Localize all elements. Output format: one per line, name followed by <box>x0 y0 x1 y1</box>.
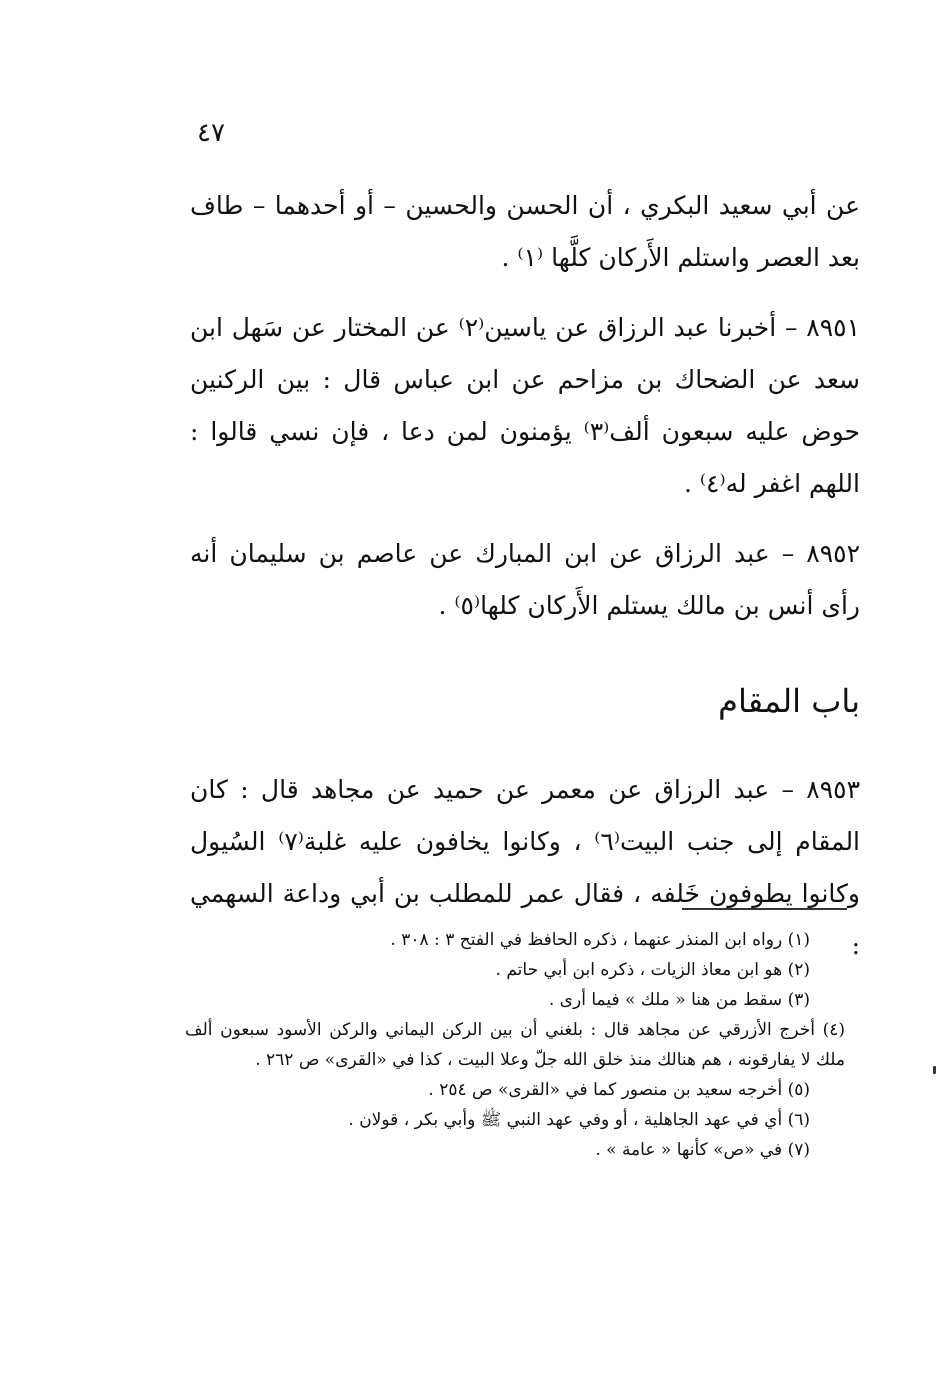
main-text <box>190 180 860 990</box>
footnotes <box>185 925 845 1165</box>
footnote-1: (١) رواه ابن المنذر عنهما ، ذكره الحافظ في الفتح ٣ : ٣٠٨ . <box>390 930 810 950</box>
hadith-8952: ٨٩٥٢ – عبد الرزاق عن ابن المبارك عن عاصم بن سليمان أنه رأى أنس بن مالك يستلم الأَركان كلها⁽٥⁾ . <box>190 539 860 620</box>
section-heading: باب المقام <box>718 682 860 720</box>
margin-mark <box>933 1066 936 1074</box>
footnote-3: (٣) سقط من هنا « ملك » فيما أرى . <box>548 990 810 1010</box>
page-number: ٤٧ <box>197 118 225 148</box>
footnote-6: (٦) أي في عهد الجاهلية ، أو وفي عهد النبي ﷺ وأبي بكر ، قولان . <box>348 1110 810 1130</box>
paragraph-continuation: عن أبي سعيد البكري ، أن الحسن والحسين – أو أحدهما – طاف بعد العصر واستلم الأَركان كلَّها ⁽١⁾ . <box>190 191 860 272</box>
footnote-7: (٧) في «ص» كأنها « عامة » . <box>595 1140 810 1160</box>
footnote-5: (٥) أخرجه سعيد بن منصور كما في «القرى» ص ٢٥٤ . <box>428 1080 810 1100</box>
hadith-8951: ٨٩٥١ – أخبرنا عبد الرزاق عن ياسين⁽٢⁾ عن المختار عن سَهل ابن سعد عن الضحاك بن مزاحم عن ابن عباس قال : بين الركنين حوض عليه سبعون ألف⁽٣⁾ يؤمنون لمن دعا ، فإن نسي قالوا : اللهم اغفر له⁽٤⁾ . <box>190 313 860 498</box>
footnote-4: (٤) أخرج الأزرقي عن مجاهد قال : بلغني أن بين الركن اليماني والركن الأسود سبعون ألف ملك لا يفارقونه ، هم هنالك منذ خلق الله جلّ وعلا البيت ، كذا في «القرى» ص ٢٦٢ . <box>185 1020 845 1070</box>
footnote-separator <box>682 908 847 910</box>
footnote-2: (٢) هو ابن معاذ الزيات ، ذكره ابن أبي حاتم . <box>495 960 810 980</box>
hadith-8953: ٨٩٥٣ – عبد الرزاق عن معمر عن حميد عن مجاهد قال : كان المقام إلى جنب البيت⁽٦⁾ ، وكانوا يخافون عليه غلبة⁽٧⁾ السُيول وكانوا يطوفون خَلفه ، فقال عمر للمطلب بن أبي وداعة السهمي : <box>190 775 861 960</box>
